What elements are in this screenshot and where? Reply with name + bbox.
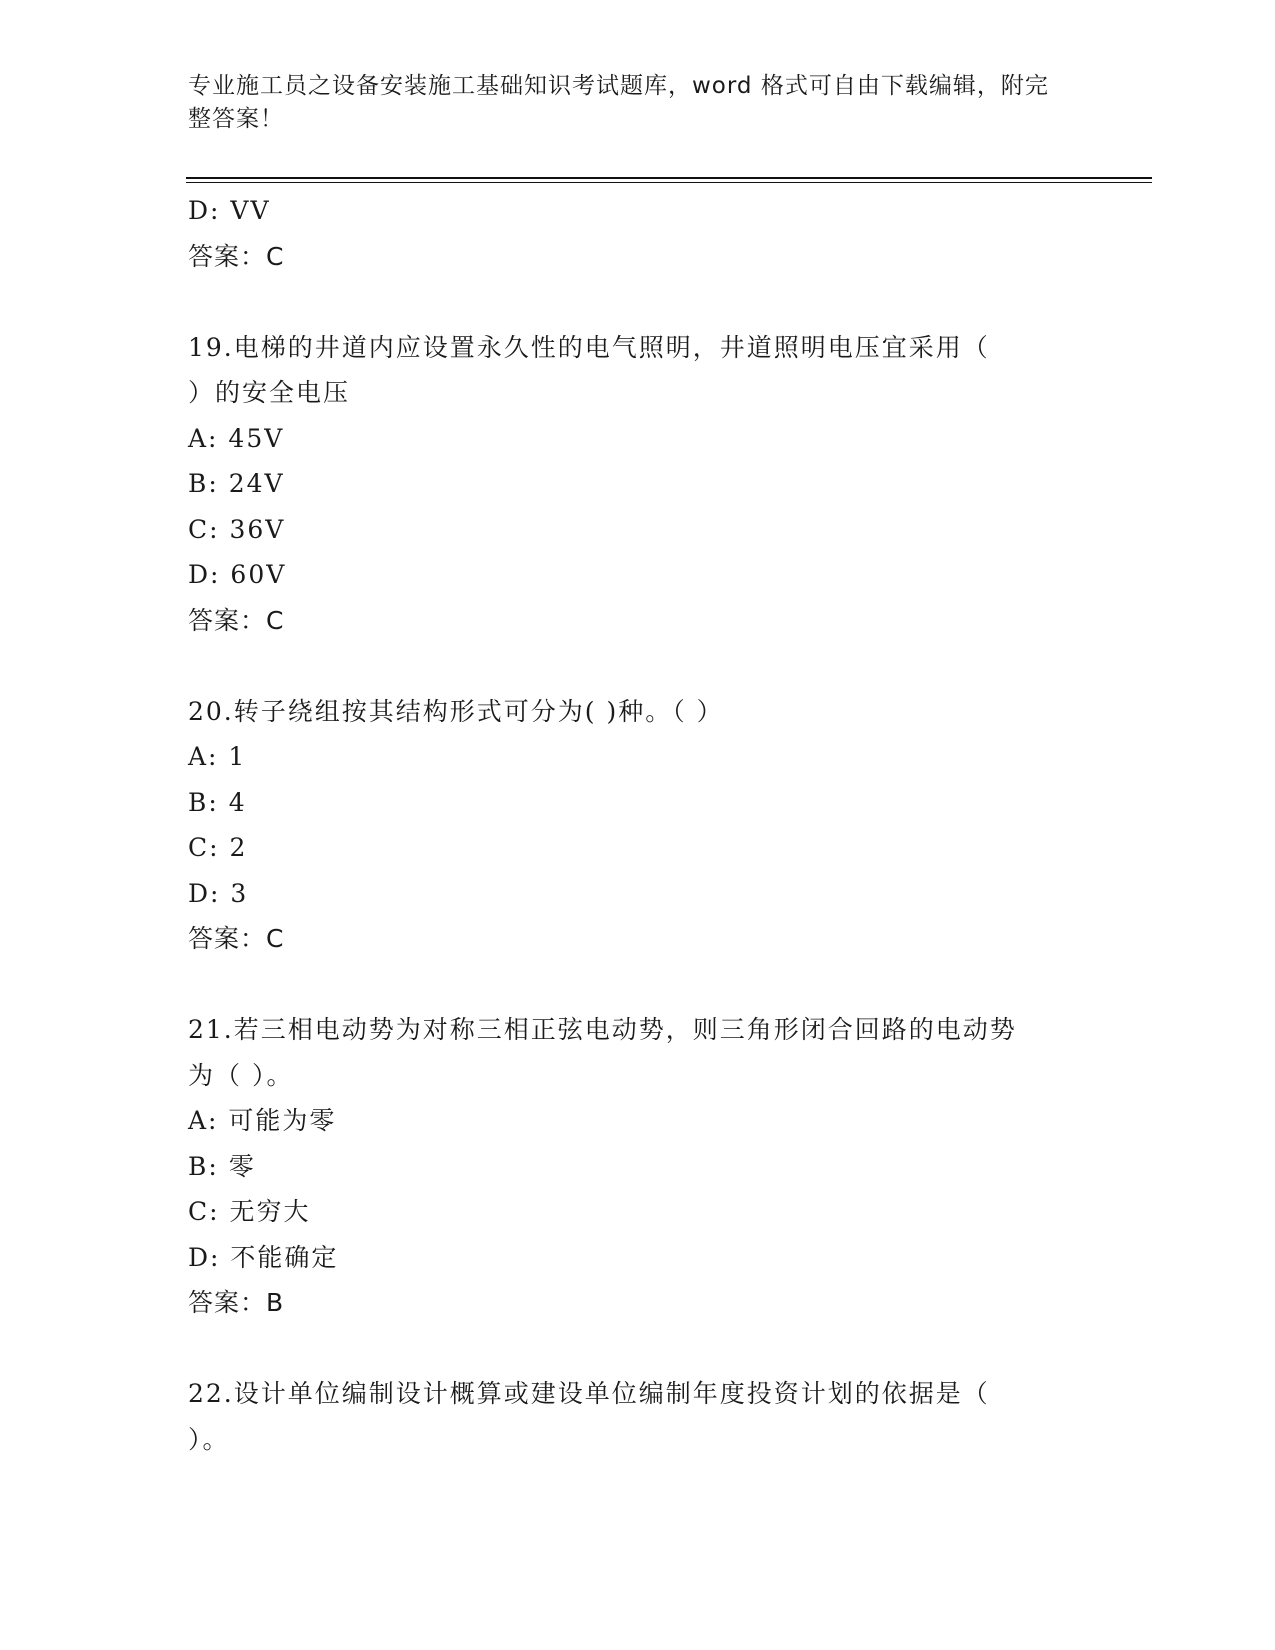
option-b: B: 24V — [188, 469, 285, 498]
question-22 — [188, 1371, 1088, 1462]
option-d: D: VV — [188, 196, 271, 225]
answer: 答案：C — [188, 241, 285, 271]
header-title-line-1: 专业施工员之设备安装施工基础知识考试题库，word 格式可自由下载编辑，附完 — [188, 73, 1049, 99]
question-19 — [188, 325, 1088, 644]
answer: 答案：C — [188, 924, 285, 953]
question-list — [188, 188, 1088, 1462]
header-divider — [186, 177, 1152, 179]
question-stem: 19.电梯的井道内应设置永久性的电气照明，井道照明电压宜采用（ — [188, 332, 990, 362]
option-c: C: 36V — [188, 514, 286, 544]
option-b: B: 零 — [188, 1151, 256, 1181]
question-stem: ）的安全电压 — [188, 378, 351, 407]
option-d: D: 60V — [188, 560, 287, 589]
option-c: C: 无穷大 — [188, 1197, 311, 1226]
option-a: A: 1 — [188, 742, 247, 771]
question-20 — [188, 689, 1088, 962]
option-a: A: 可能为零 — [188, 1106, 337, 1135]
document-header — [188, 70, 1068, 136]
question-21 — [188, 1007, 1088, 1326]
option-d: D: 不能确定 — [188, 1242, 339, 1272]
header-title-line-2: 整答案！ — [188, 106, 284, 132]
answer: 答案：C — [188, 605, 285, 635]
option-d: D: 3 — [188, 878, 249, 908]
answer: 答案：B — [188, 1288, 285, 1317]
question-stem: 22.设计单位编制设计概算或建设单位编制年度投资计划的依据是（ — [188, 1379, 990, 1408]
question-stem: 为（ ）。 — [188, 1060, 294, 1090]
option-b: B: 4 — [188, 787, 247, 817]
option-c: C: 2 — [188, 833, 248, 862]
header-divider-thin — [186, 182, 1152, 183]
question-stem: 21.若三相电动势为对称三相正弦电动势，则三角形闭合回路的电动势 — [188, 1015, 1017, 1044]
option-a: A: 45V — [188, 423, 285, 453]
question-stem: ）。 — [188, 1424, 230, 1454]
question-stem: 20.转子绕组按其结构形式可分为( )种。（ ） — [188, 696, 724, 726]
